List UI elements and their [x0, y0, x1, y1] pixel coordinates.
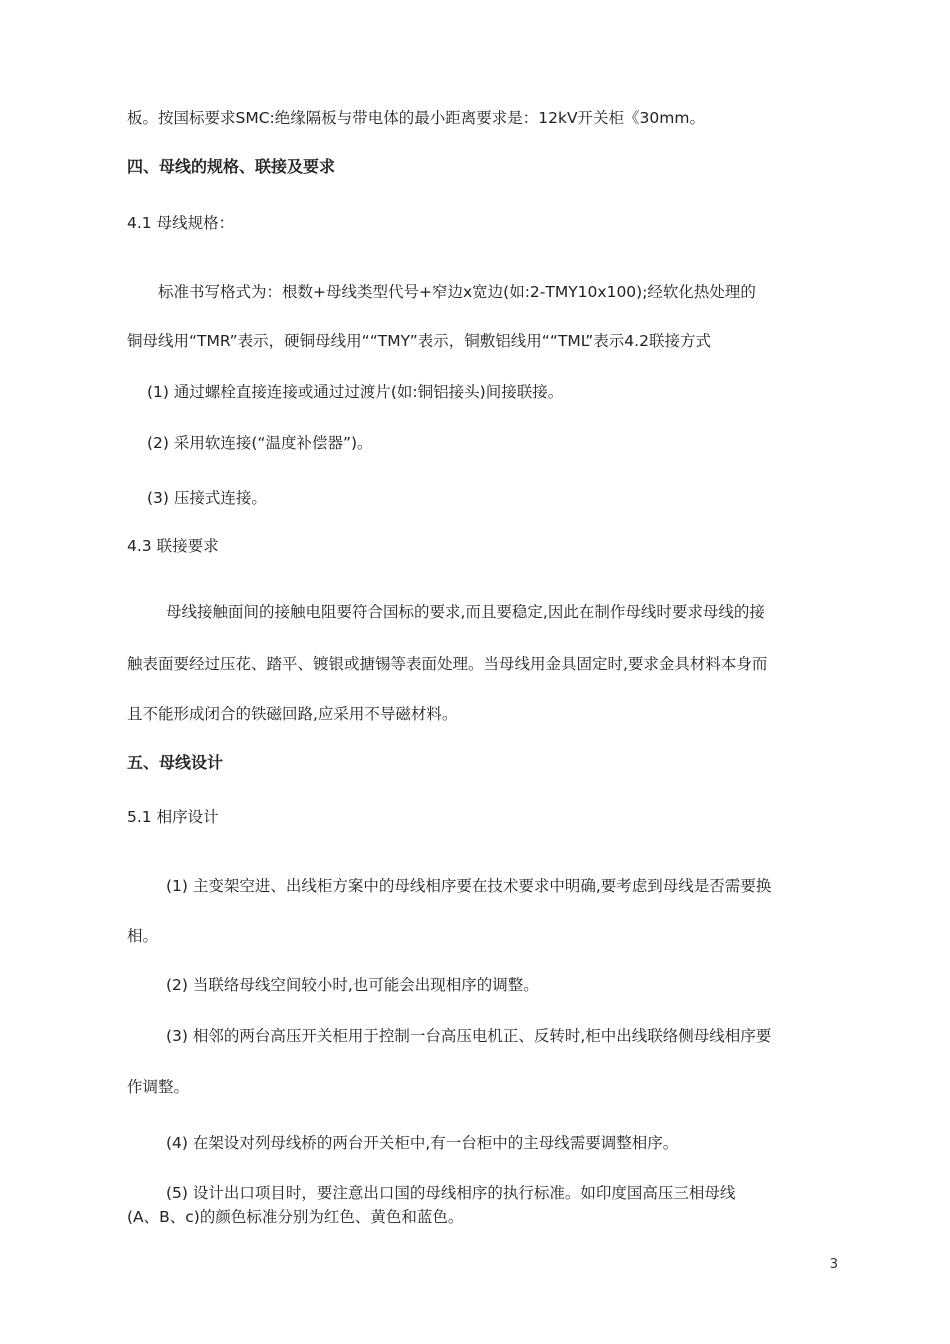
list-item: (3) 压接式连接。: [147, 489, 267, 507]
paragraph-line: 铜母线用“TMR”表示，硬铜母线用““TMY”表示，铜敷铝线用““TML”表示4.2联接方式: [127, 332, 711, 350]
list-item: (1) 通过螺栓直接连接或通过过渡片(如:铜铝接头)间接联接。: [147, 383, 564, 401]
paragraph-line: 板。按国标要求SMC:绝缘隔板与带电体的最小距离要求是：12kV开关柜《30mm。: [127, 109, 705, 127]
subsection-heading-5-1: 5.1 相序设计: [127, 808, 219, 826]
list-item: (4) 在架设对列母线桥的两台开关柜中,有一台柜中的主母线需要调整相序。: [166, 1134, 679, 1152]
paragraph-line: 母线接触面间的接触电阻要符合国标的要求,而且要稳定,因此在制作母线时要求母线的接: [166, 603, 765, 621]
list-item: (2) 当联络母线空间较小时,也可能会出现相序的调整。: [166, 976, 539, 994]
list-item: (5) 设计出口项目时，要注意出口国的母线相序的执行标准。如印度国高压三相母线: [166, 1184, 736, 1202]
list-item: (3) 相邻的两台高压开关柜用于控制一台高压电机正、反转时,柜中出线联络侧母线相序要: [166, 1027, 772, 1045]
list-item: (1) 主变架空进、出线柜方案中的母线相序要在技术要求中明确,要考虑到母线是否需要换: [166, 877, 772, 895]
page-number: 3: [829, 1257, 838, 1272]
section-heading-4: 四、母线的规格、联接及要求: [127, 157, 336, 176]
paragraph-line: (A、B、c)的颜色标准分别为红色、黄色和蓝色。: [127, 1208, 464, 1226]
paragraph-line: 且不能形成闭合的铁磁回路,应采用不导磁材料。: [127, 705, 458, 723]
paragraph-line: 相。: [127, 927, 159, 945]
subsection-heading-4-1: 4.1 母线规格：: [127, 214, 235, 232]
paragraph-line: 触表面要经过压花、踏平、镀银或搪锡等表面处理。当母线用金具固定时,要求金具材料本身而: [127, 655, 768, 673]
list-item: (2) 采用软连接(“温度补偿器”)。: [147, 434, 373, 452]
paragraph-line: 标准书写格式为：根数+母线类型代号+窄边x宽边(如:2-TMY10x100);经软化热处理的: [158, 283, 756, 301]
section-heading-5: 五、母线设计: [127, 753, 224, 772]
subsection-heading-4-3: 4.3 联接要求: [127, 537, 219, 555]
paragraph-line: 作调整。: [127, 1078, 190, 1096]
